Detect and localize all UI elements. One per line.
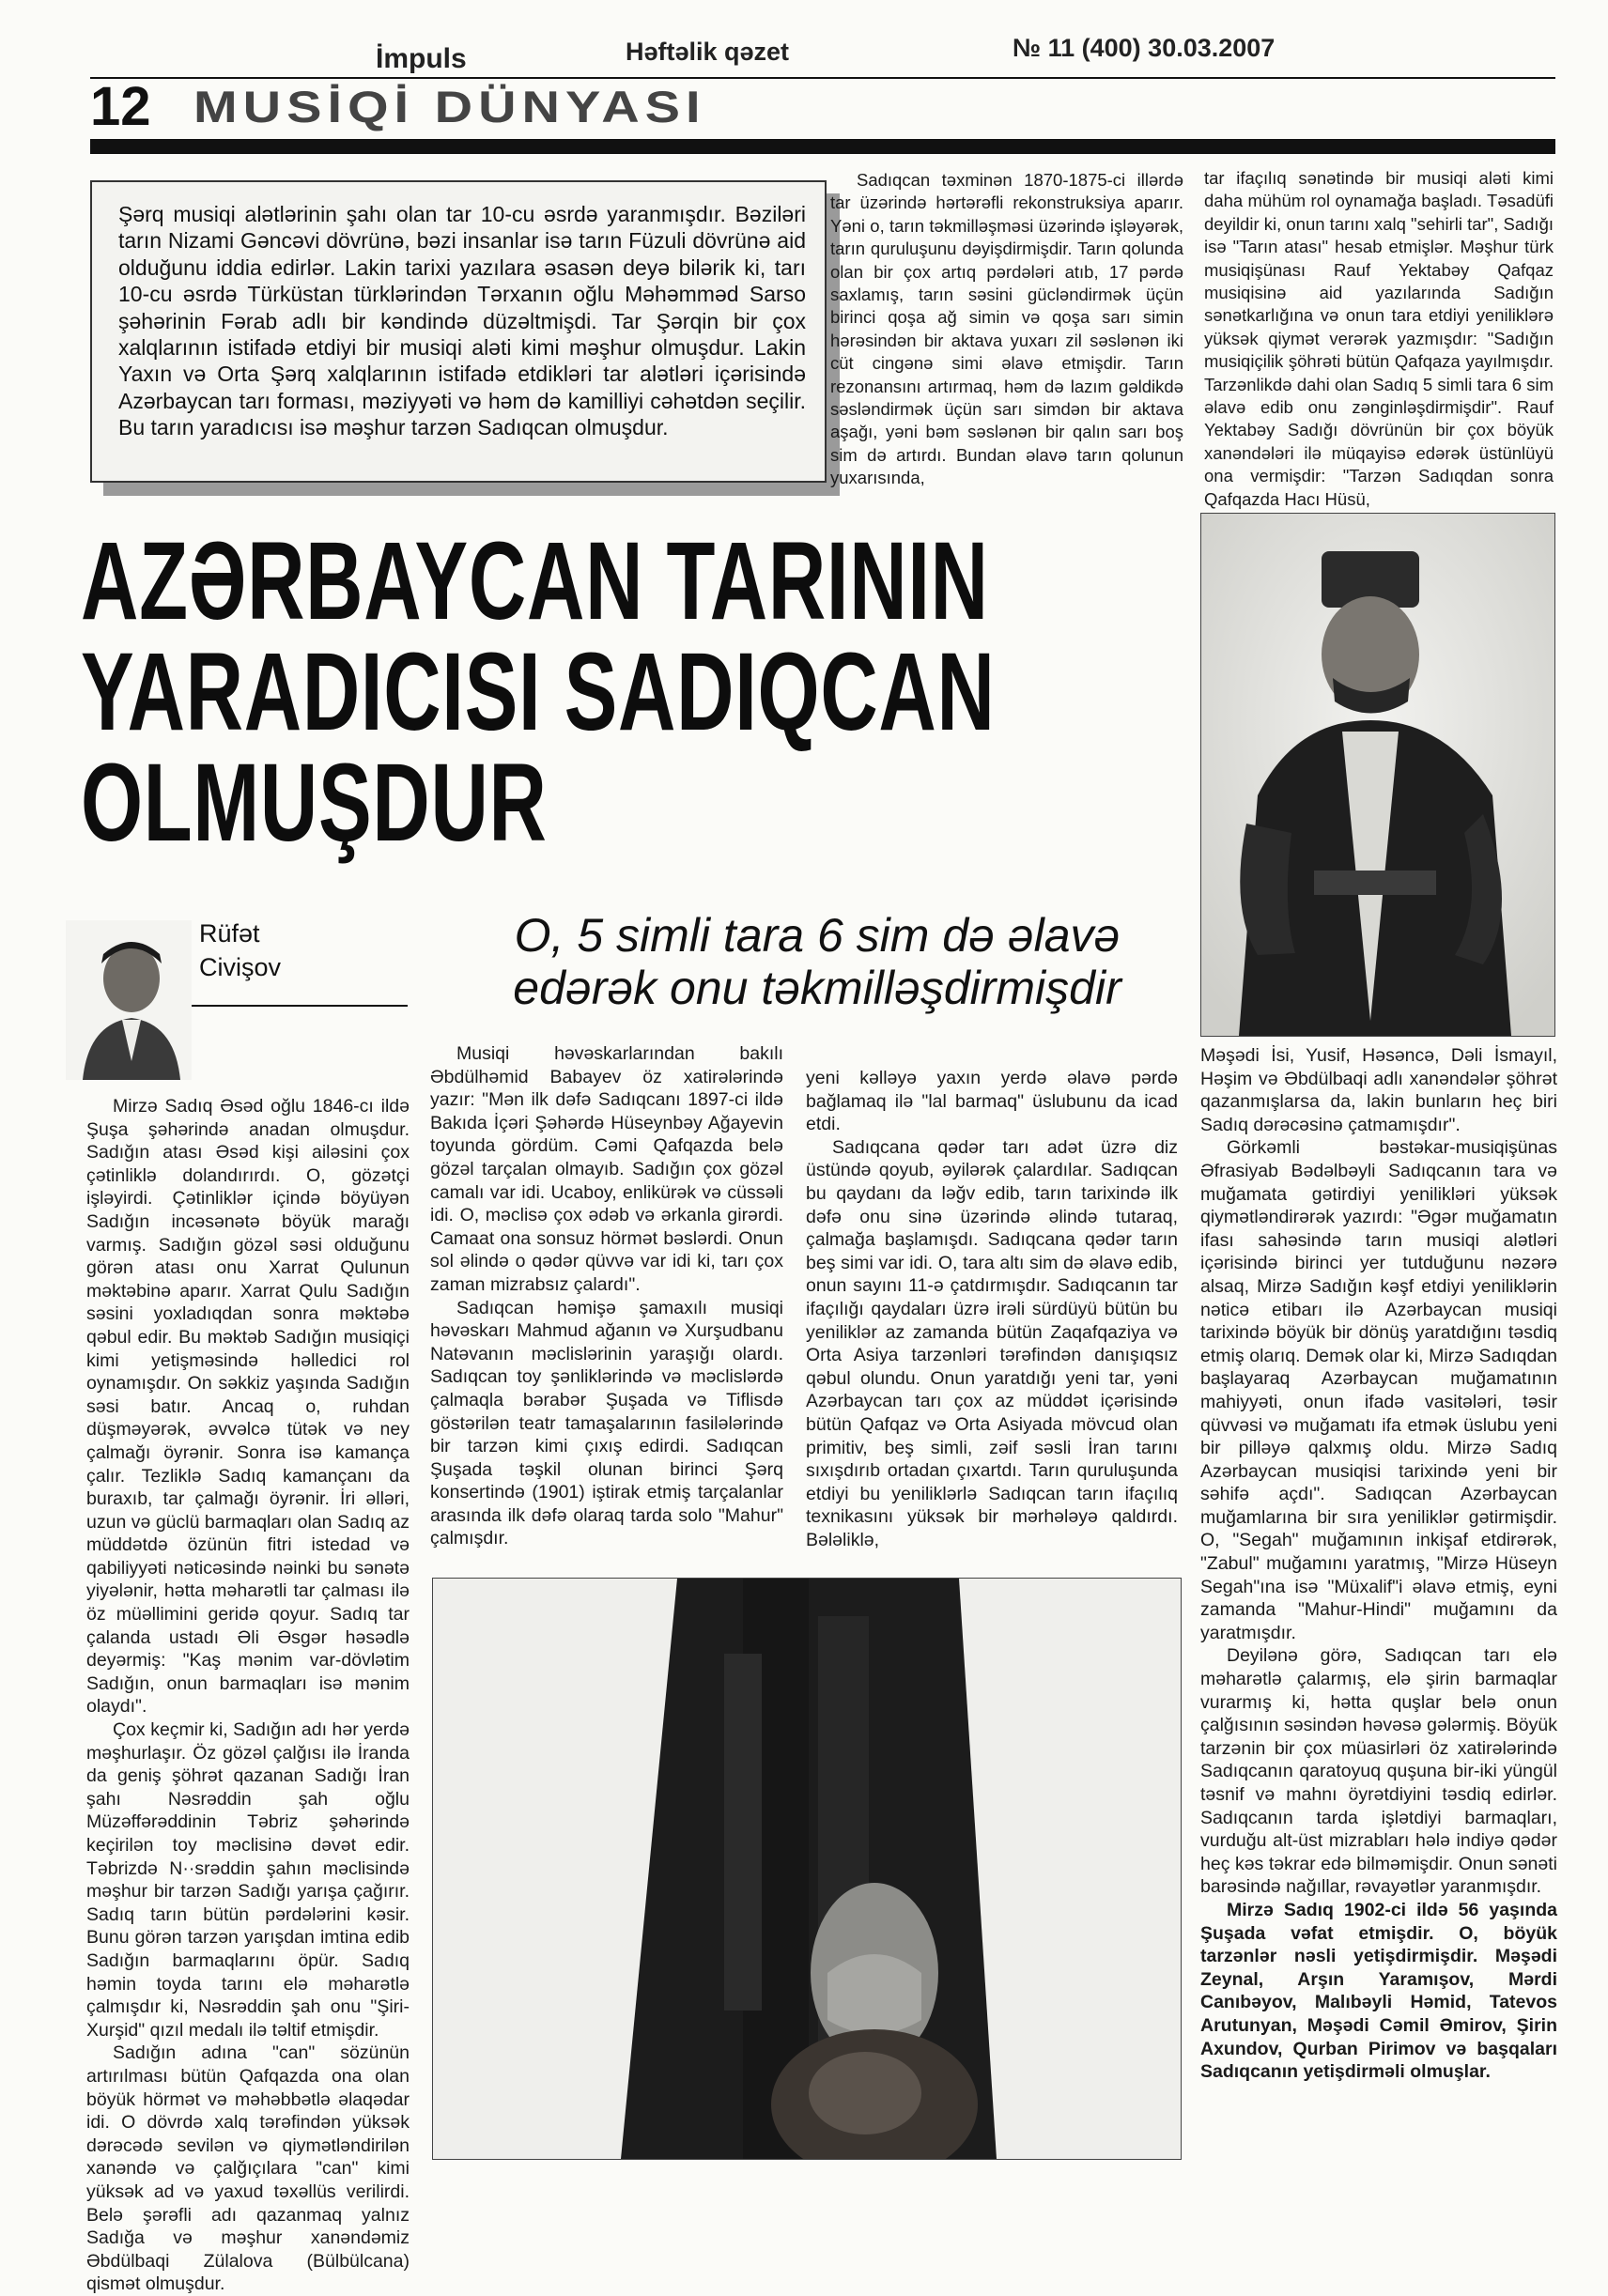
intro-boxout-text: Şərq musiqi alətlərinin şahı olan tar 10-cu əsrdə yaranmışdır. Bəziləri tarın Nizami Gəncəvi dövrünə, bəzi insanlar isə tarın Füzuli dövrünə aid olduğunu iddia edirlər. Lakin tarixi yazılara əsasən deyə bilərik ki, tarı 10-cu əsrdə Türküstan türklərindən Tərxanın oğlu Məhəmməd Sarso şəhərinin Fərab adlı bir kəndində düzəltmişdi. Tar Şərqin bir çox xalqlarının istifadə etdiyi bir musiqi aləti kimi məşhur olmuşdur. Lakin Yaxın və Orta Şərq xalqlarının istifadə etdikləri tar alətləri içərisində Azərbaycan tarı forması, məziyyəti və həm də kamilliyi cəhətdən seçilir. Bu tarın yaradıcısı isə məşhur tarzən Sadıqcan olmuşdur. xyxy=(118,202,806,440)
paragraph: Sadığın adına "can" sözünün artırılması bütün Qafqazda ona olan böyük hörmət və məhəbbətlə əlaqədar idi. O dövrdə xalq tərəfindən yüksək dərəcədə sevilən və qiymətləndirilən xanəndə və çalğıçılara "can" kimi yüksək ad və yaxud təxəllüs verilirdi. Belə şərəfli adı qazanmaq yalnız Sadığa və məşhur xanəndəmiz Əbdülbaqi Zülalova (Bülbülcana) qismət olmuşdur. xyxy=(86,2042,410,2295)
paragraph: Görkəmli bəstəkar-musiqişünas Əfrasiyab Bədəlbəyli Sadıqcanın tara və muğamata gətirdiyi yenilikləri yüksək qiymətləndirərək yazırdı: "Əgər muğamatın ifası sahəsində tarın musiqi alətləri içərisində birinci yer tutduğunu nəzərə alsaq, Mirzə Sadığın kəşf etdiyi yeniliklərin nəticə etibarı ilə Azərbaycan musiqi tarixində böyük bir dönüş yaratdığını təsdiq etmiş olarıq. Demək olar ki, Mirzə Sadıqdan başlayaraq Azərbaycan muğamatının mahiyyəti, onun ifadə vasitələri, təsir qüvvəsi və muğamatı ifa etmək üslubu yeni bir pilləyə qalxmış oldu. Mirzə Sadıq Azərbaycan musiqisi tarixində yeni bir səhifə açdı". Sadıqcan Azərbaycan muğamlarına bir sıra yeniliklər gətirmişdir. O, "Segah" muğamının inkişaf etdirərək, "Zabul" muğamını yaratmış, "Mirzə Hüseyn Segah"ına isə "Müxalif"i əlavə etmiş, eyni zamanda "Mahur-Hindi" muğamını da yaratmışdır. xyxy=(1200,1137,1557,1643)
paragraph: Sadıqcan həmişə şamaxılı musiqi həvəskarı Mahmud ağanın və Xurşudbanu Natəvanın məclislərinin yaraşığı olardı. Sadıqcan toy şənliklərində və məclislərdə çalmaqla bərabər Şuşada və Tiflisdə göstərilən teatr tamaşalarının fasilələrində bir tarzən kimi çıxış edirdi. Sadıqcan Şuşada təşkil olunan birinci Şərq konsertində (1901) iştirak etmiş tarçalanlar arasında ilk dəfə olaraq tarda solo "Mahur" çalmışdır. xyxy=(430,1297,783,1549)
tar-instrument-photo xyxy=(432,1578,1182,2160)
page-number: 12 xyxy=(90,76,151,137)
author-rule xyxy=(192,1005,408,1007)
author-last-name: Civişov xyxy=(199,953,282,981)
body-column-1 xyxy=(86,1095,410,2296)
section-title: MUSİQİ DÜNYASI xyxy=(193,81,706,132)
tar-photo-illustration xyxy=(433,1579,1181,2159)
body-column-3 xyxy=(806,1067,1178,1551)
masthead-paper-type: Həftəlik qəzet xyxy=(626,38,790,66)
subtitle: O, 5 simli tara 6 sim də əlavə edərək onu təkmilləşdirmişdir xyxy=(513,909,1121,1014)
closing-paragraph: Mirzə Sadıq 1902-ci ildə 56 yaşında Şuşada vəfat etmişdir. O, böyük tarzənlər nəsli yetişdirmişdir. Məşədi Zeynal, Arşın Yaramışov, Mərdi Canıbəyov, Malıbəyli Həmid, Tatevos Arutunyan, Məşədi Cəmil Əmirov, Şirin Axundov, Qurban Pirimov və başqaları Sadıqcanın yetişdirməli olmuşlar. xyxy=(1200,1899,1557,2083)
top-column-3 xyxy=(1204,167,1554,511)
paragraph: Deyilənə görə, Sadıqcan tarı elə məharətlə çalarmış, elə şirin barmaqlar vurarmış ki, hətta quşlar belə onun çalğısının səsindən həvəsə gələrmiş. Böyük tarzənin bir çox müasirləri öz xatirələrində Sadıqcanın qaratoyuq quşuna bir-iki yüngül təsnif və mahnı öyrətdiyini təsdiq edirlər. Sadıqcanın tarda işlətdiyi barmaqları, vurduğu alt-üst mizrabları hələ indiyə qədər heç kəs təkrar edə bilməmişdir. Onun sənəti barəsində nağıllar, rəvayətlər yaranmışdır. xyxy=(1200,1645,1557,1898)
paragraph: Çox keçmir ki, Sadığın adı hər yerdə məşhurlaşır. Öz gözəl çalğısı ilə İranda da geniş şöhrət qazanan Sadığı İran şahı Nəsrəddin şah oğlu Müzəffərəddinin Təbriz şəhərində keçirilən toy məclisinə dəvət edir. Təbrizdə N··srəddin şahın məclisində məşhur bir tarzən Sadığı yarışa çağırır. Sadıq tarın bütün pərdələrini kəsir. Bunu görən tarzən yarışdan imtina edib Sadığın barmaqlarını öpür. Sadıq həmin toyda tarını elə məharətlə çalmışdır ki, Nəsrəddin şah onu "Şiri-Xurşid" qızıl medalı ilə təltif etmişdir. xyxy=(86,1719,410,2041)
portrait-illustration xyxy=(1201,514,1554,1036)
sadiqcan-portrait-photo xyxy=(1200,513,1555,1037)
intro-boxout xyxy=(90,180,827,483)
masthead-rule xyxy=(90,77,1555,79)
paragraph: yeni kəlləyə yaxın yerdə əlavə pərdə bağlamaq ilə "lal barmaq" üslubunu da icad etdi. xyxy=(806,1068,1178,1135)
masthead-paper-name: İmpuls xyxy=(376,43,467,74)
paragraph: Musiqi həvəskarlarından bakılı Əbdülhəmid Babayev öz xatirələrində yazır: "Mən ilk dəfə Sadıqcanı 1897-ci ildə Bakıda İçəri Şəhərdə Hüseynbəy Ağayevin toyunda gördüm. Cəmi Qafqazda belə gözəl tarçalan olmayıb. Sadığın çox gözəl camalı var idi. Ucaboy, enlikürək və cüssəli idi. O, məclisə çox ədəb və ərkanla girərdi. Camaat ona sonsuz hörmət bəslərdi. Onun sol əlində o qədər qüvvə var idi ki, tarı çox zaman mizrabsız çalardı". xyxy=(430,1043,783,1295)
body-column-4 xyxy=(1200,1044,1557,2084)
headline-line-2: YARADICISI SADIQCAN xyxy=(81,630,996,754)
paragraph: tar ifaçılıq sənətində bir musiqi aləti kimi daha mühüm rol oynamağa başladı. Təsadüfi deyildir ki, onun tarını xalq "sehirli tar", Sadığı isə "Tarın atası" hesab etmişlər. Məşhur türk musiqişünası Rauf Yektabəy Qafqaz musiqisinə aid yazılarında Sadığın sənətkarlığına və onun tara etdiyi yeniliklərə yüksək qiymət verərək yazmışdır: "Sadığın musiqiçilik şöhrəti bütün Qafqaza yayılmışdır. Tarzənlikdə dahi olan Sadıq 5 simli tara 6 sim əlavə edib onu zənginləşdirmişdir". Rauf Yektabəy Sadığı dövrünün bir çox böyük xanəndələri ilə müqayisə edərək üstünlüyü ona vermişdir: "Tarzən Sadıqdan sonra Qafqazda Hacı Hüsü, xyxy=(1204,168,1554,509)
section-rule xyxy=(90,139,1555,154)
author-byline xyxy=(199,917,281,984)
paragraph: Məşədi İsi, Yusif, Həsəncə, Dəli İsmayıl, Həşim və Əbdülbaqi adlı xanəndələr şöhrət qazanmışlarsa da, lakin bunların heç biri Sadıq dərəcəsinə çatmamışdır". xyxy=(1200,1045,1557,1135)
author-first-name: Rüfət xyxy=(199,919,260,948)
headline xyxy=(81,519,996,865)
headline-line-1: AZƏRBAYCAN TARININ xyxy=(81,519,989,643)
author-photo xyxy=(66,920,192,1080)
paragraph: Sadıqcan təxminən 1870-1875-ci illərdə tar üzərində hərtərəfli rekonstruksiya aparır. Yəni o, tarın təkmilləşməsi üzərində işləyərək, tarın quruluşunu dəyişdirmişdir. Tarın qolunda olan bir çox artıq pərdələri atıb, 17 pərdə saxlamış, tarın səsini gücləndirmək üçün birinci qoşa ağ simin və qoşa sarı simin hərəsindən bir aktava yuxarı zil səslənən iki cüt cingənə simi əlavə etmişdir. Tarın rezonansını artırmaq, həm də lazım gəldikdə səsləndirmək üçün sarı simdən bir aktava aşağı, yəni bəm səslənən bir qalın sarı boş sim də artırdı. Bundan əlavə tarın qolunun yuxarısında, xyxy=(830,170,1183,488)
paragraph: Sadıqcana qədər tarı adət üzrə diz üstündə qoyub, əyilərək çalardılar. Sadıqcan bu qaydanı da ləğv edib, tarın tarixində ilk dəfə onu sinə üzərində əlində tutaraq, çalmağa başlamışdı. Sadıqcana qədər tarın beş simi var idi. O, tara altı sim də əlavə edib, onun sayını 11-ə çatdırmışdır. Sadıqcanın tar ifaçılığı qaydaları üzrə irəli sürdüyü bütün bu yeniliklər az zamanda bütün Zaqafqaziya və Orta Asiya tarzənləri tərəfindən danışıqsız qəbul olundu. Onun yaratdığı yeni tar, yəni Azərbaycan tarı çox az müddət içərisində bütün Qafqaz və Orta Asiyada mövcud olan primitiv, beş simli, zəif səsli İran tarını sıxışdırıb ortadan çıxartdı. Tarın quruluşunda etdiyi bu yeniliklərlə Sadıqcan tarın ifaçılıq texnikasını yüksək bir mərhələyə qaldırdı. Bələliklə, xyxy=(806,1136,1178,1550)
headline-line-3: OLMUŞDUR xyxy=(81,741,548,865)
paragraph: Mirzə Sadıq Əsəd oğlu 1846-cı ildə Şuşa şəhərində anadan olmuşdur. Sadığın atası Əsəd kişi ailəsini çox çətinliklə dolandırırdı. O, gözətçi işləyirdi. Çətinliklər içində böyüyən Sadığın incəsənətə böyük marağı varmış. Sadığın gözəl səsi olduğunu görən atası onu Xarrat Qulunun məktəbinə aparır. Xarrat Qulu Sadığın səsini yoxladıqdan sonra məktəbə qəbul edir. Bu məktəb Sadığın musiqiçi kimi yetişməsində həlledici rol oynamışdır. On səkkiz yaşında Sadığın səsi batır. Ancaq o, ruhdan düşməyərək, əvvəlcə tütək və ney çalmağı öyrənir. Sonra isə kamança çalır. Tezliklə Sadıq kamançanı da buraxıb, tar çalmağı öyrənir. İri əlləri, uzun və güclü barmaqları olan Sadıq az müddətdə özünün fitri istedad və qabiliyyəti nəticəsində nəinki bu sənətə yiyələnir, hətta məharətli tar çalması ilə öz müəllimini geridə qoyur. Sadıq tar çalanda ustadı Əli Əsgər həsədlə deyərmiş: "Kaş mənim var-dövlətim Sadığın, onun barmaqları isə mənim olaydı". xyxy=(86,1096,410,1718)
body-column-2 xyxy=(430,1042,783,1550)
masthead-issue: № 11 (400) 30.03.2007 xyxy=(1013,34,1276,62)
author-photo-illustration xyxy=(66,920,192,1080)
top-column-2 xyxy=(830,169,1183,490)
